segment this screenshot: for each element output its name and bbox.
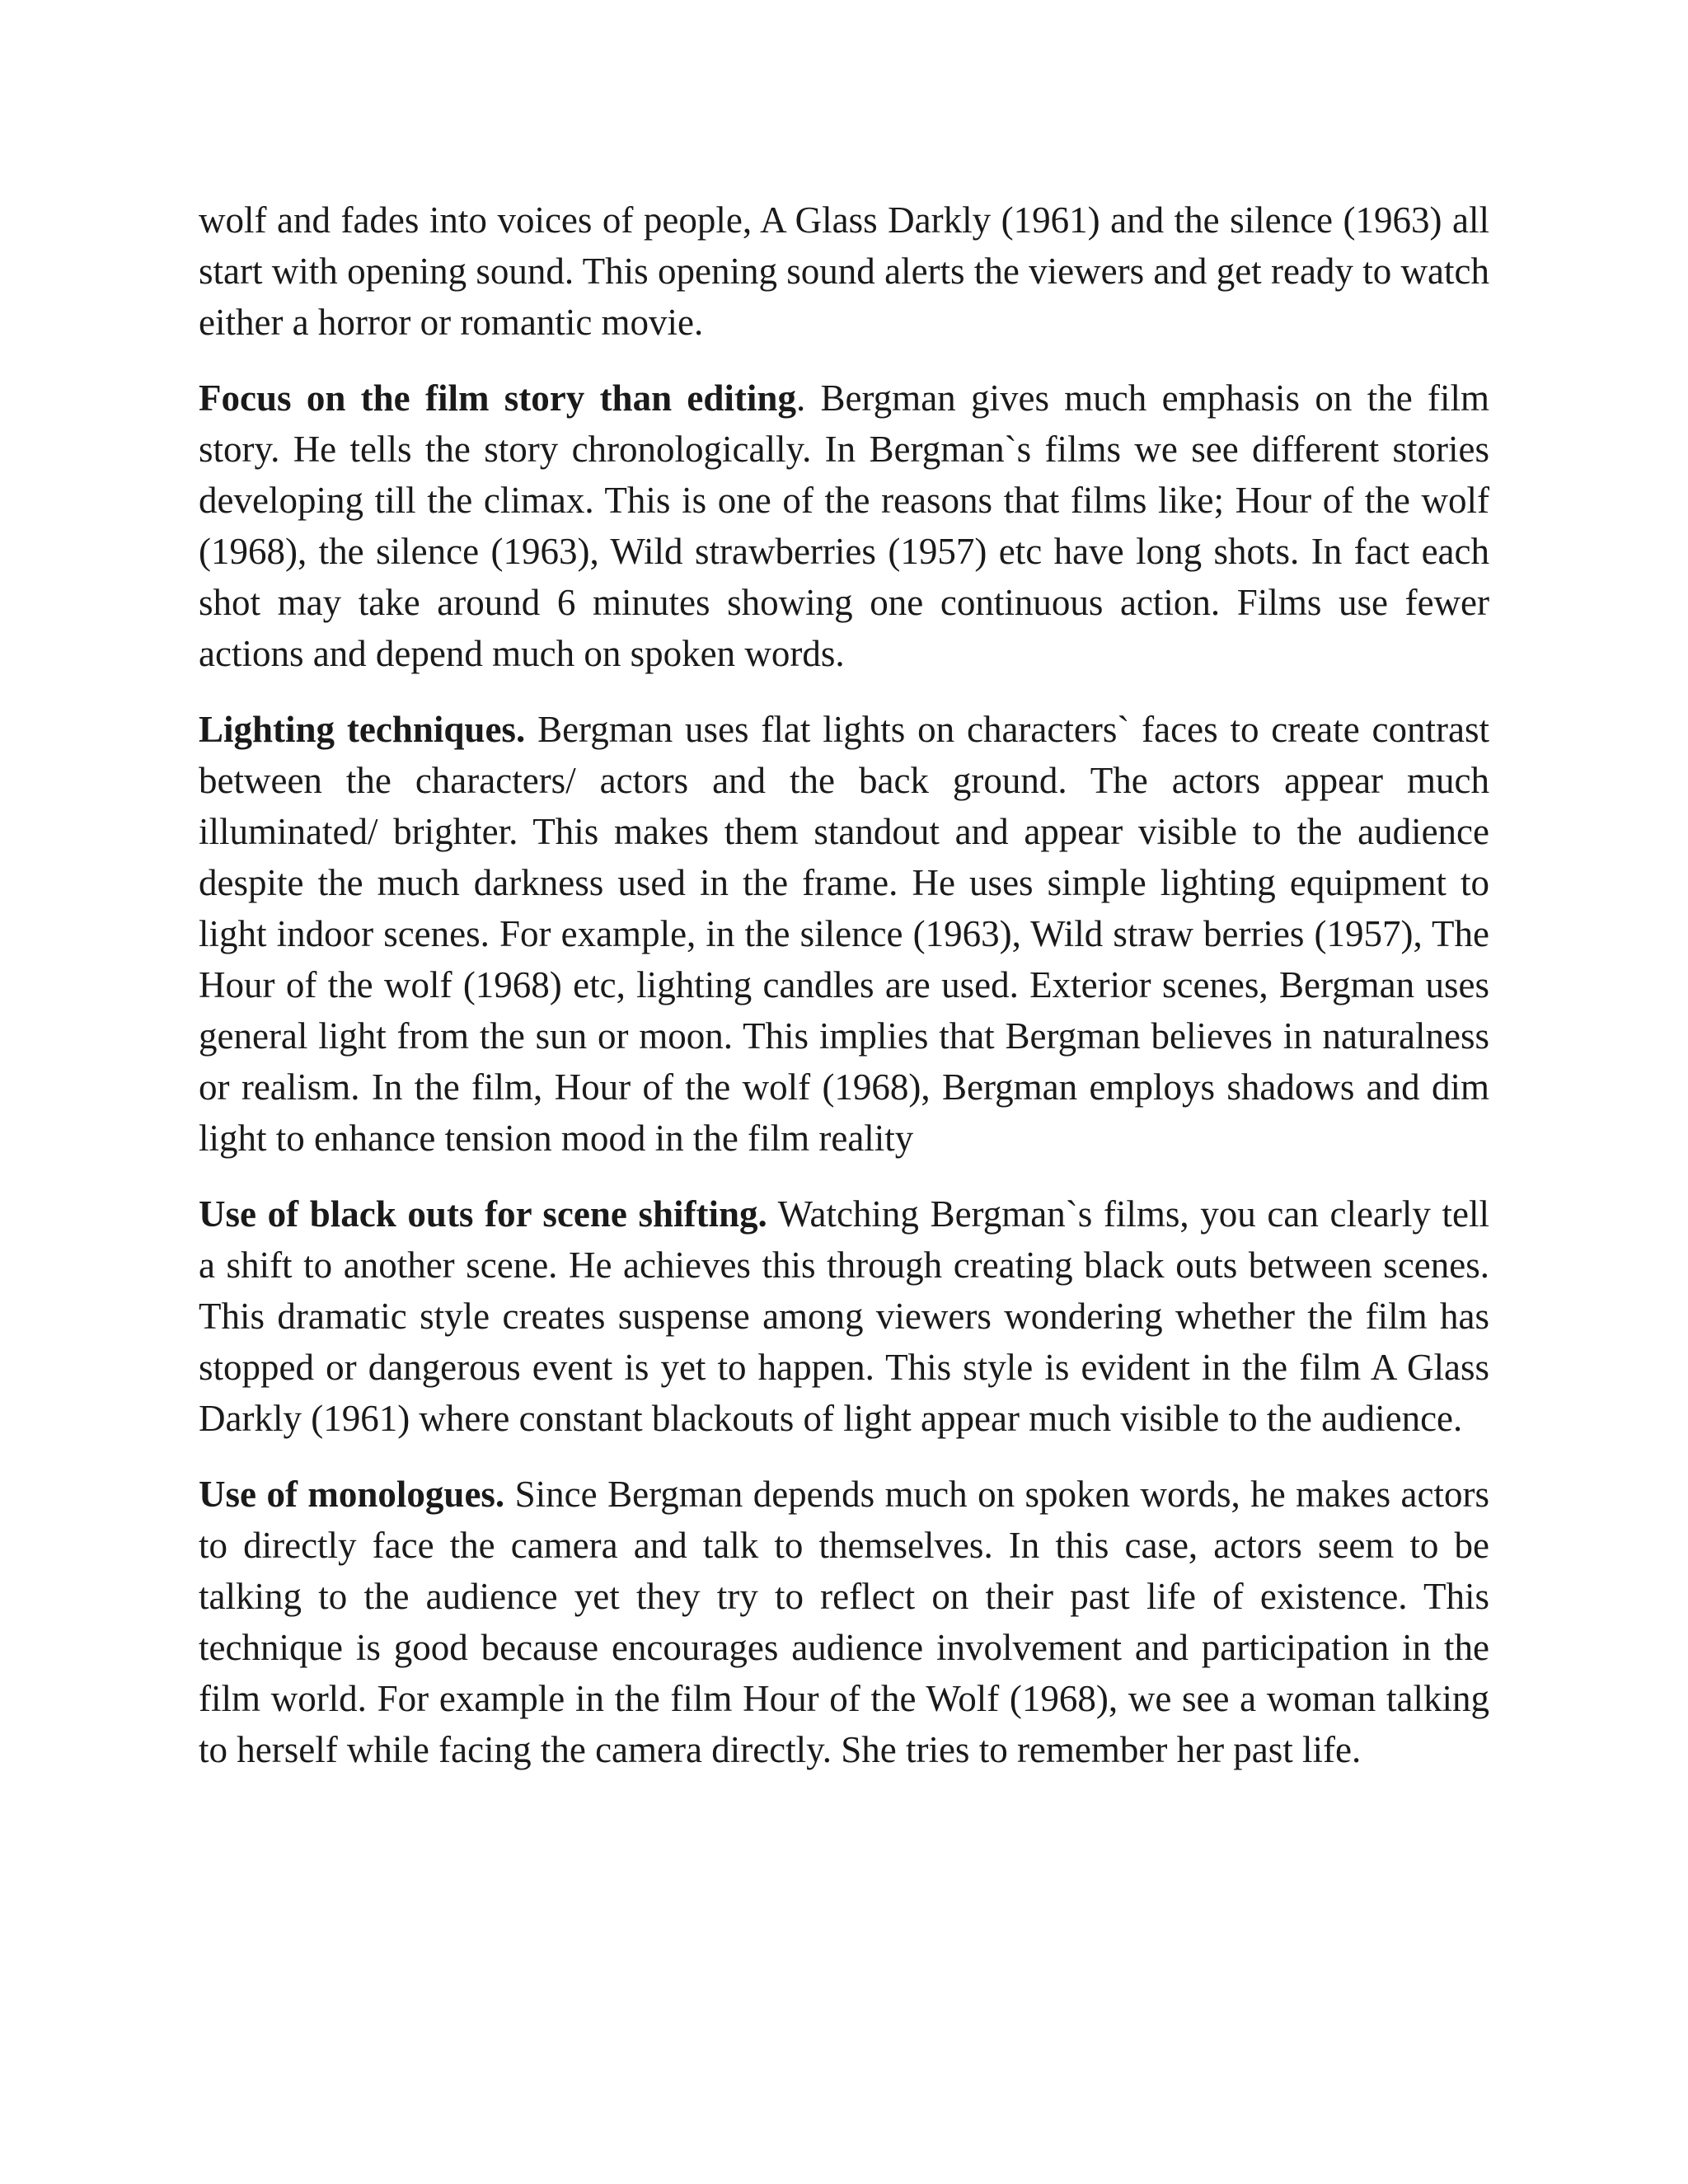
paragraph-opening-sound <box>199 194 1489 348</box>
paragraph-lighting <box>199 704 1489 1164</box>
paragraph-text: wolf and fades into voices of people, A Glass Darkly (1961) and the silence (1963) all start with opening sound. This opening sound alerts the viewers and get ready to watch either a horror or romantic movie. <box>199 199 1489 343</box>
paragraph-text: . Bergman gives much emphasis on the film story. He tells the story chronologically. In Bergman`s films we see different stories developing till the climax. This is one of the reasons that films like; Hour of the wolf (1968), the silence (1963), Wild strawberries (1957) etc have long shots. In fact each shot may take around 6 minutes showing one continuous action. Films use fewer actions and depend much on spoken words. <box>199 377 1490 674</box>
paragraph-heading: Use of black outs for scene shifting. <box>199 1193 767 1235</box>
paragraph-black-outs <box>199 1188 1489 1444</box>
paragraph-heading: Lighting techniques. <box>199 709 526 750</box>
paragraph-text: Since Bergman depends much on spoken words, he makes actors to directly face the camera and talk to themselves. In this case, actors seem to be talking to the audience yet they try to reflect on their past life of existence. This technique is good because encourages audience involvement and participation in the film world. For example in the film Hour of the Wolf (1968), we see a woman talking to herself while facing the camera directly. She tries to remember her past life. <box>199 1474 1490 1770</box>
paragraph-monologues <box>199 1469 1489 1775</box>
paragraph-text: Watching Bergman`s films, you can clearly tell a shift to another scene. He achieves this through creating black outs between scenes. This dramatic style creates suspense among viewers wondering whether the film has stopped or dangerous event is yet to happen. This style is evident in the film A Glass Darkly (1961) where constant blackouts of light appear much visible to the audience. <box>199 1193 1490 1439</box>
paragraph-film-story <box>199 373 1489 679</box>
paragraph-text: Bergman uses flat lights on characters` faces to create contrast between the characters/ actors and the back ground. The actors appear much illuminated/ brighter. This makes them standout and appear visible to the audience despite the much darkness used in the frame. He uses simple lighting equipment to light indoor scenes. For example, in the silence (1963), Wild straw berries (1957), The Hour of the wolf (1968) etc, lighting candles are used. Exterior scenes, Bergman uses general light from the sun or moon. This implies that Bergman believes in naturalness or realism. In the film, Hour of the wolf (1968), Bergman employs shadows and dim light to enhance tension mood in the film reality <box>199 709 1489 1159</box>
document-page <box>199 194 1489 1800</box>
paragraph-heading: Use of monologues. <box>199 1474 505 1515</box>
paragraph-heading: Focus on the film story than editing <box>199 377 796 419</box>
